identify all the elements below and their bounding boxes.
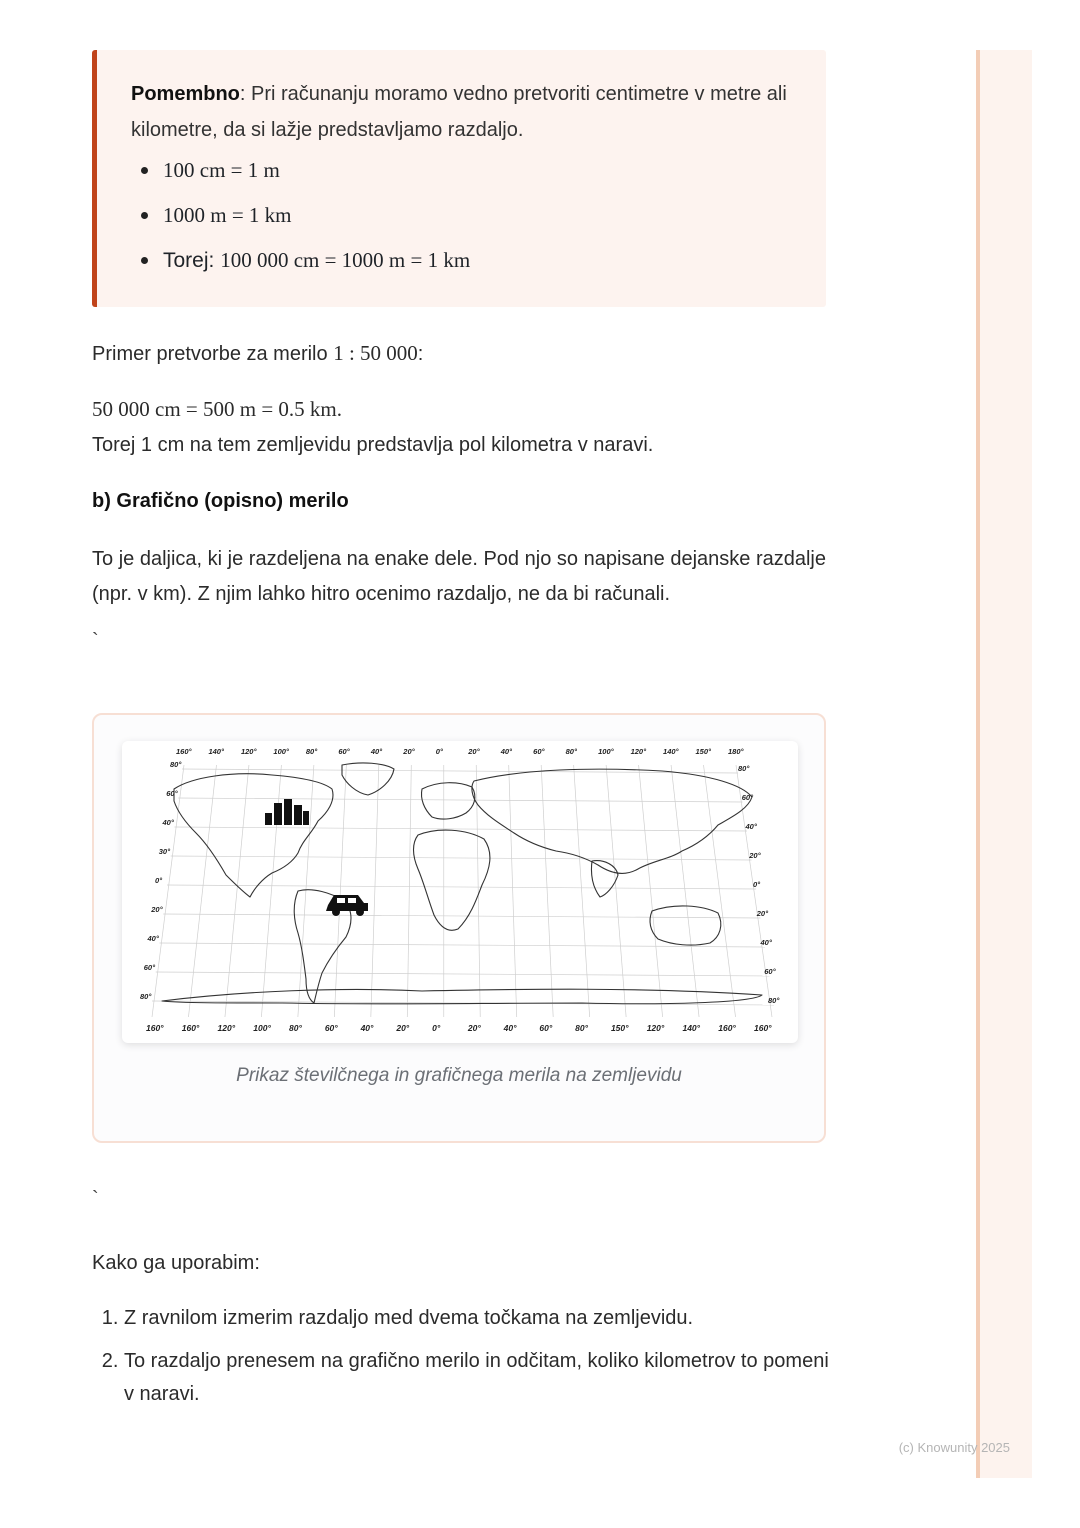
top-longitude-label: 60° (533, 747, 545, 756)
parallel-line (171, 856, 752, 860)
parallel-line (163, 914, 760, 918)
callout-item (163, 238, 796, 283)
meridian-line (152, 765, 184, 1017)
section-text: To je daljica, ki je razdeljena na enake dele. Pod njo so napisane dejanske razdalje (npr. v km). Z njim lahko hitro ocenimo razdaljo, ne da bi računali. (92, 548, 826, 605)
bottom-longitude-label: 80° (289, 1023, 302, 1033)
scale-ratio: 1 : 50 000 (333, 341, 418, 365)
meridian-line (261, 765, 281, 1017)
top-longitude-label: 0° (435, 747, 443, 756)
left-latitude-label: 0° (155, 876, 163, 885)
meridian-line (736, 765, 772, 1017)
left-latitude-label: 80° (140, 992, 152, 1001)
left-latitude-label: 60° (143, 963, 156, 972)
callout-label: Pomembno (131, 83, 240, 105)
left-latitude-label: 20° (151, 905, 163, 914)
side-rule (976, 50, 980, 1478)
meridian-line (671, 765, 699, 1017)
bottom-longitude-label: 100° (253, 1023, 271, 1033)
right-latitude-label: 60° (764, 967, 776, 976)
right-latitude-label: 80° (768, 996, 780, 1005)
backtick-mark: ` (92, 630, 99, 652)
callout-text (131, 76, 796, 148)
copyright-footer: (c) Knowunity 2025 (898, 1440, 1010, 1455)
right-latitude-label: 20° (749, 851, 761, 860)
conversion-m-km: 1000 m = 1 km (163, 203, 292, 227)
bottom-longitude-label: 40° (503, 1023, 517, 1033)
bottom-longitude-label: 160° (754, 1023, 772, 1033)
top-longitude-label: 20° (468, 747, 480, 756)
callout-list (131, 148, 796, 283)
continent-asia (472, 769, 752, 873)
left-latitude-label: 80° (170, 760, 182, 769)
top-longitude-label: 140° (663, 747, 679, 756)
example-meaning: Torej 1 cm na tem zemljevidu predstavlja pol kilometra v naravi. (92, 434, 654, 456)
bottom-longitude-label: 40° (360, 1023, 374, 1033)
bottom-longitude-label: 160° (181, 1023, 200, 1033)
bottom-longitude-label: 60° (324, 1023, 338, 1033)
meridian-line (188, 765, 216, 1017)
left-latitude-label: 40° (147, 934, 159, 943)
left-latitude-label: 60° (166, 789, 178, 798)
parallel-line (175, 827, 748, 831)
bottom-longitude-label: 160° (146, 1023, 164, 1033)
callout-body: : Pri računanju moramo vedno pretvoriti centimetre v metre ali kilometre, da si lažje predstavljamo razdaljo. (131, 83, 787, 141)
meridian-line (509, 765, 517, 1017)
top-longitude-label: 100° (598, 747, 614, 756)
top-longitude-label: 40° (500, 747, 513, 756)
bottom-longitude-label: 20° (467, 1023, 481, 1033)
bottom-longitude-label: 140° (682, 1023, 701, 1033)
meridian-line (334, 765, 346, 1017)
bottom-longitude-label: 20° (396, 1023, 410, 1033)
meridian-line (371, 765, 379, 1017)
usage-step: 1. Z ravnilom izmerim razdaljo med dvema točkama na zemljevidu. (124, 1302, 844, 1335)
side-band (976, 50, 1032, 1478)
callout-item (163, 193, 796, 238)
bottom-longitude-label: 60° (539, 1023, 553, 1033)
bottom-longitude-label: 0° (432, 1023, 441, 1033)
car-icon (326, 895, 368, 916)
right-latitude-label: 60° (741, 793, 754, 802)
callout-item (163, 148, 796, 193)
top-longitude-label: 150° (695, 747, 712, 756)
example-intro (92, 336, 423, 372)
backtick-mark-2: ` (92, 1188, 99, 1210)
usage-steps (92, 1302, 844, 1421)
bottom-longitude-label: 120° (646, 1023, 665, 1033)
bottom-longitude-label: 120° (217, 1023, 236, 1033)
meridian-line (225, 765, 249, 1017)
parallel-line (156, 972, 770, 976)
figure-caption: Prikaz številčnega in grafičnega merila na zemljevidu (236, 1065, 682, 1086)
meridian-line (541, 765, 553, 1017)
continent-greenland (342, 763, 394, 795)
right-latitude-label: 40° (745, 822, 757, 831)
bottom-longitude-label: 160° (718, 1023, 736, 1033)
top-longitude-label: 140° (208, 747, 224, 756)
top-longitude-label: 180° (728, 747, 744, 756)
content (92, 50, 829, 1405)
bottom-longitude-label: 150° (610, 1023, 629, 1033)
top-longitude-label: 100° (273, 747, 289, 756)
section-heading: b) Grafično (opisno) merilo (92, 490, 349, 512)
top-longitude-label: 160° (176, 747, 192, 756)
map-figure (92, 713, 826, 1143)
usage-step: 2. To razdaljo prenesem na grafično merilo in odčitam, koliko kilometrov to pomeni v naravi. (124, 1345, 844, 1411)
example-intro-text: Primer pretvorbe za merilo (92, 343, 334, 365)
conversion-cm-m: 100 cm = 1 m (163, 158, 280, 182)
world-map-svg (122, 741, 798, 1043)
right-latitude-label: 20° (756, 909, 769, 918)
usage-heading: Kako ga uporabim: (92, 1252, 260, 1274)
right-latitude-label: 0° (753, 880, 761, 889)
continent-europe (421, 783, 474, 819)
right-latitude-label: 40° (760, 938, 772, 947)
top-longitude-label: 40° (370, 747, 383, 756)
important-callout (92, 50, 826, 307)
meridian-line (704, 765, 736, 1017)
example-calc-math: 50 000 cm = 500 m = 0.5 km. (92, 397, 343, 421)
continent-australia (650, 906, 721, 945)
left-latitude-label: 40° (162, 818, 174, 827)
meridian-line (407, 765, 411, 1017)
world-map-image (122, 741, 798, 1043)
example-intro-colon: : (417, 343, 424, 365)
top-longitude-label: 20° (403, 747, 415, 756)
top-longitude-label: 60° (338, 747, 350, 756)
conversion-cm-km: 100 000 cm = 1000 m = 1 km (220, 248, 471, 272)
meridian-line (574, 765, 590, 1017)
continent-north-america (174, 774, 333, 897)
right-latitude-label: 80° (738, 764, 750, 773)
conversion-prefix: Torej: (163, 249, 221, 272)
left-latitude-label: 30° (158, 847, 171, 856)
top-longitude-label: 120° (240, 747, 257, 756)
example-calc (92, 392, 342, 428)
top-longitude-label: 80° (305, 747, 318, 756)
building-icon (265, 799, 309, 825)
meridian-line (639, 765, 663, 1017)
bottom-longitude-label: 80° (575, 1023, 589, 1033)
top-longitude-label: 80° (565, 747, 577, 756)
parallel-line (178, 798, 742, 802)
top-longitude-label: 120° (630, 747, 647, 756)
